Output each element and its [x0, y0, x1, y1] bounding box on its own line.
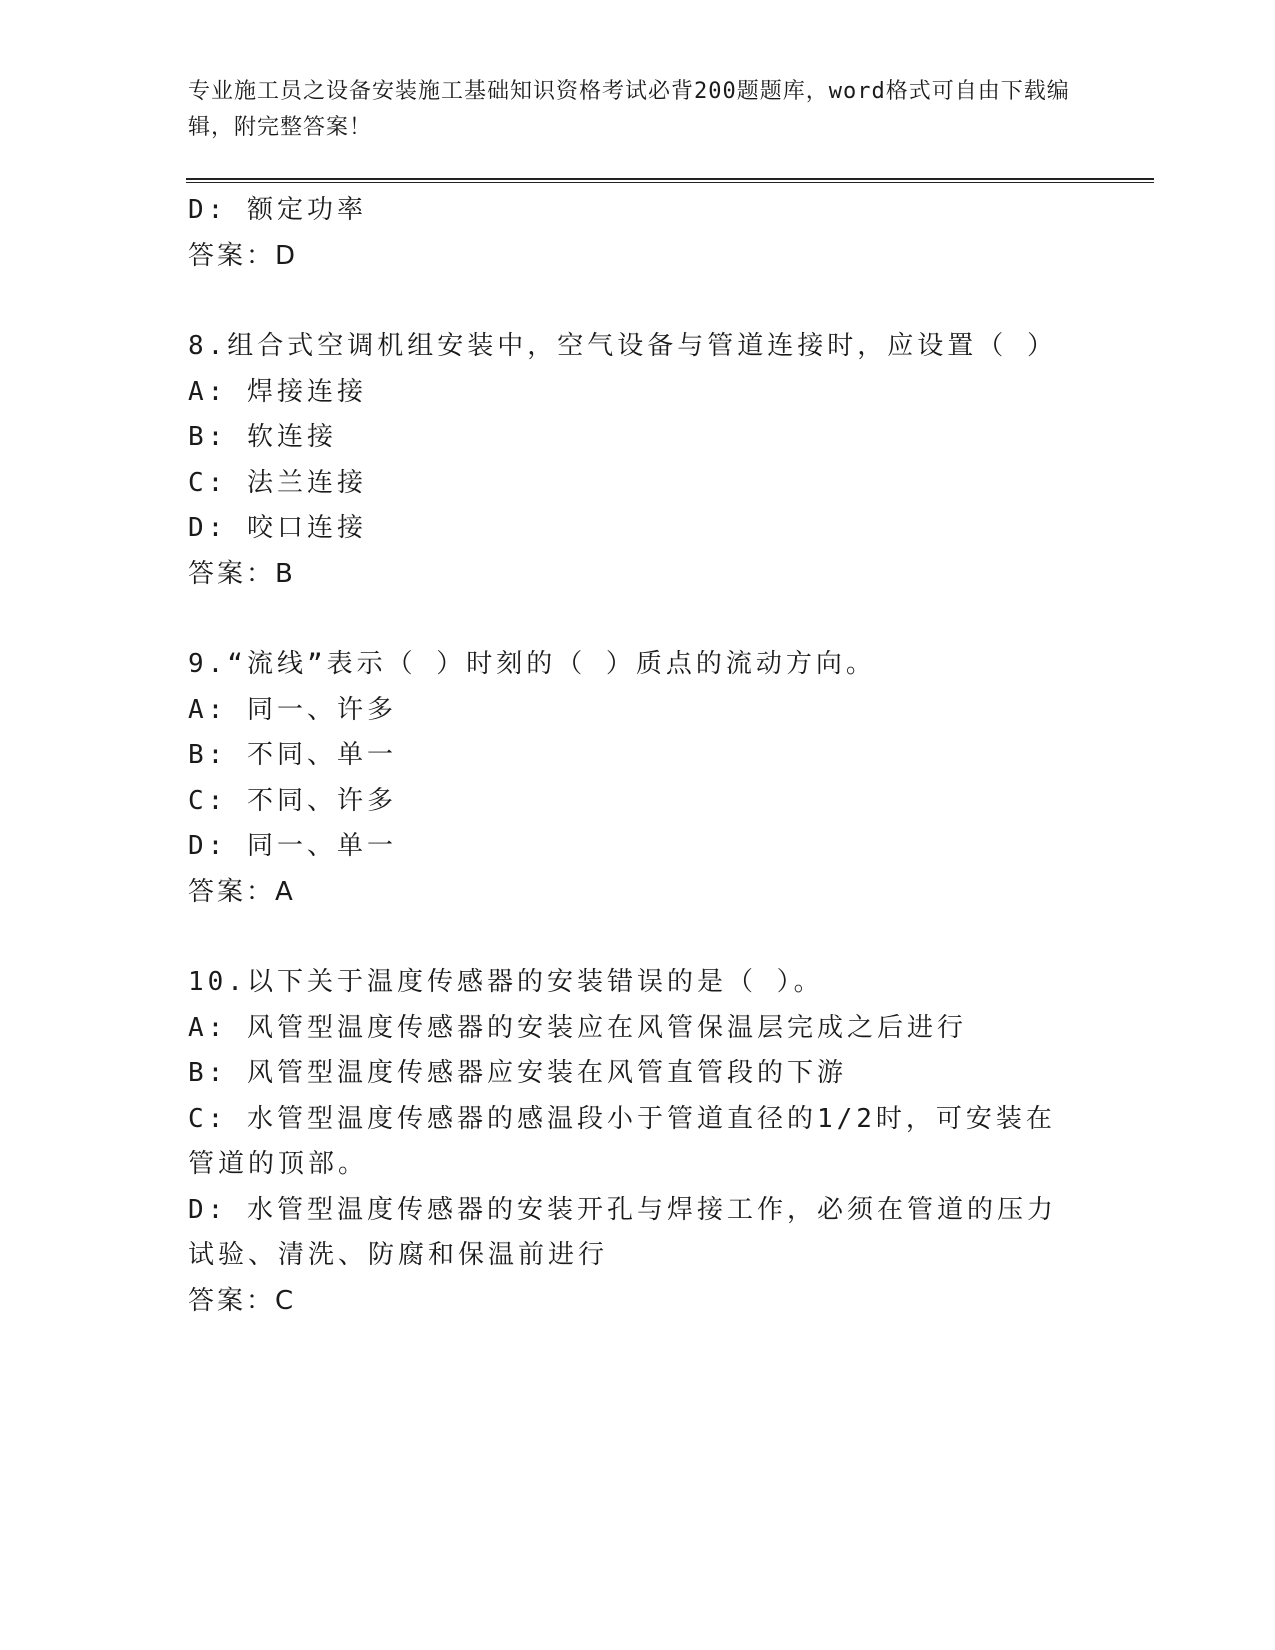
q10-option-c: C: 水管型温度传感器的感温段小于管道直径的1/2时，可安装在管道的顶部。 — [188, 1103, 1056, 1179]
prev-answer: 答案：D — [188, 240, 299, 271]
q8-option-b: B: 软连接 — [188, 422, 337, 452]
question-content — [188, 188, 1088, 1324]
prev-option-d: D: 额定功率 — [188, 195, 367, 225]
q9-option-b: B: 不同、单一 — [188, 740, 397, 770]
q8-option-c: C: 法兰连接 — [188, 467, 367, 498]
header-divider — [186, 178, 1154, 183]
q9-answer: 答案：A — [188, 876, 296, 907]
q10-answer: 答案：C — [188, 1285, 297, 1316]
q10-option-a: A: 风管型温度传感器的安装应在风管保温层完成之后进行 — [188, 1012, 967, 1043]
q9-option-c: C: 不同、许多 — [188, 785, 397, 816]
q10-option-d: D: 水管型温度传感器的安装开孔与焊接工作，必须在管道的压力试验、清洗、防腐和保温前进行 — [188, 1194, 1057, 1270]
document-header: 专业施工员之设备安装施工基础知识资格考试必背200题题库，word格式可自由下载编辑，附完整答案！ — [188, 79, 1070, 140]
q8-answer: 答案：B — [188, 558, 296, 589]
q9-option-a: A: 同一、许多 — [188, 694, 397, 725]
q9-option-d: D: 同一、单一 — [188, 831, 397, 861]
q9-question: 9.“流线”表示（ ）时刻的（ ）质点的流动方向。 — [188, 649, 876, 679]
spacer — [188, 279, 1088, 324]
q8-option-d: D: 咬口连接 — [188, 513, 367, 543]
q10-option-b: B: 风管型温度传感器应安装在风管直管段的下游 — [188, 1058, 847, 1088]
spacer — [188, 915, 1088, 960]
q8-option-a: A: 焊接连接 — [188, 376, 367, 407]
q10-question: 10.以下关于温度传感器的安装错误的是（ ）。 — [188, 967, 824, 997]
q8-question: 8.组合式空调机组安装中，空气设备与管道连接时，应设置（ ） — [188, 331, 1057, 361]
spacer — [188, 597, 1088, 642]
